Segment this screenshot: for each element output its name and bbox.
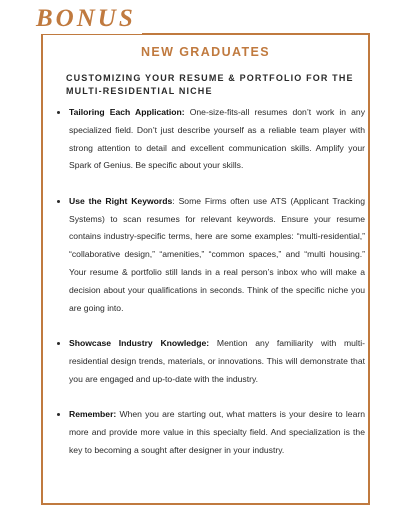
item-text: : Some Firms often use ATS (Applicant Tracking Systems) to scan resumes for relevant keywords. Ensure your resume contains industry-specific terms, here are some examples: “multi-residential,” “collaborative design,” “amenities,” “common spaces,” and “multi housing.” Your resume & portfolio still lands in a real person’s inbox who will make a decision about your qualifications in seconds. Think of the specific niche you are going into. <box>69 195 365 313</box>
subtitle: CUSTOMIZING YOUR RESUME & PORTFOLIO FOR THE MULTI-RESIDENTIAL NICHE <box>66 73 354 96</box>
section-title: NEW GRADUATES <box>140 45 271 59</box>
item-label: Use the Right Keywords <box>69 195 173 206</box>
list-item <box>69 406 365 459</box>
bonus-title: BONUS <box>36 4 142 34</box>
list-item <box>69 335 365 388</box>
list-item <box>69 104 365 175</box>
item-label: Remember: <box>69 408 117 419</box>
list-item <box>69 193 365 318</box>
tips-list <box>57 104 365 477</box>
item-label: Tailoring Each Application: <box>69 107 185 117</box>
item-label: Showcase Industry Knowledge: <box>69 337 210 348</box>
item-text: Mention any familiarity with multi-residential design trends, materials, or innovations. This will demonstrate that you are engaged and up-to-date with the industry. <box>69 337 366 384</box>
item-text: When you are starting out, what matters is your desire to learn more and provide more value in this specialty field. And specialization is the key to becoming a sought after designer in your industry. <box>69 408 365 455</box>
item-text: One-size-fits-all resumes don’t work in any specialized field. Don’t just describe yourself as a reliable team player with strong attention to detail and excellent communication skills. Amplify your Spark of Genius. Be specific about your skills. <box>69 107 366 171</box>
